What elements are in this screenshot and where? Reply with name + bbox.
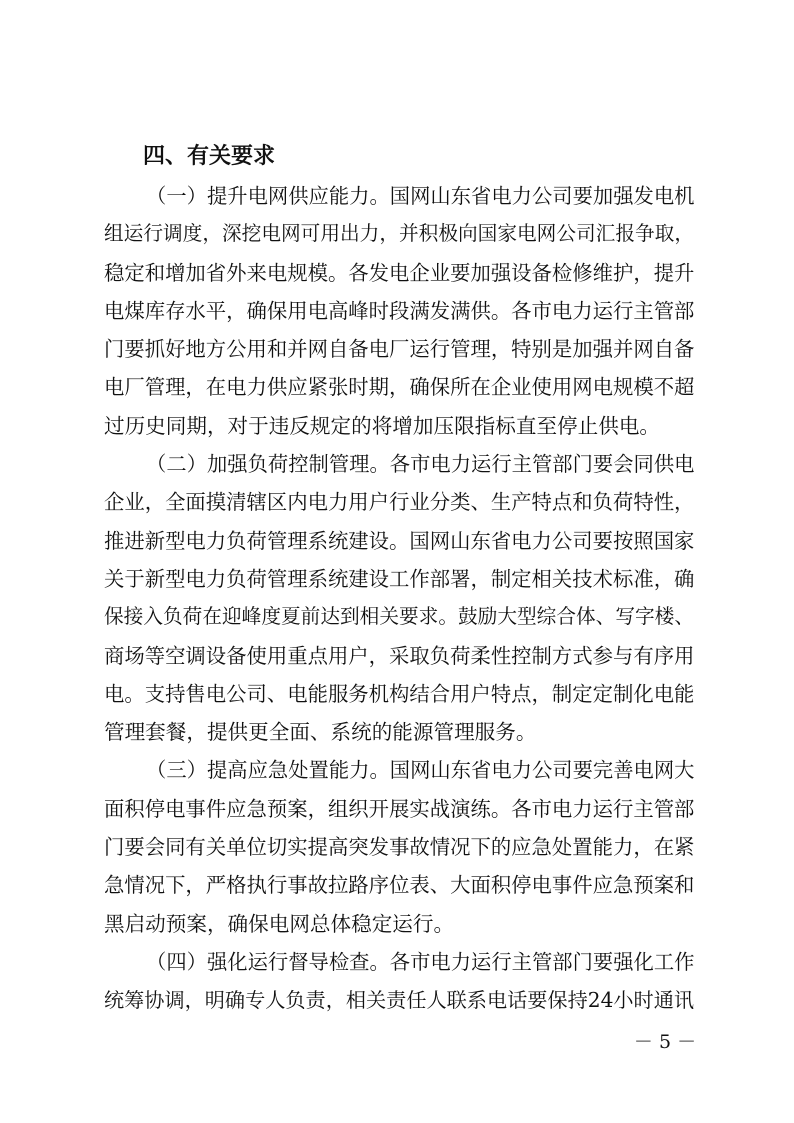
paragraph-first-line: （四）强化运行督导检查。各市电力运行主管部门要强化工作 [146,949,695,974]
paragraph-line: 统筹协调，明确专人负责，相关责任人联系电话要保持24小时通讯 [104,988,695,1013]
paragraph-line: 商场等空调设备使用重点用户，采取负荷柔性控制方式参与有序用 [104,643,695,668]
paragraph-line: 管理套餐，提供更全面、系统的能源管理服务。 [104,720,537,745]
body-text [104,177,694,1020]
paragraph-line: 组运行调度，深挖电网可用出力，并积极向国家电网公司汇报争取， [104,222,694,246]
paragraph-line: 电厂管理，在电力供应紧张时期，确保所在企业使用网电规模不超 [104,375,695,400]
paragraph-line: 黑启动预案，确保电网总体稳定运行。 [104,911,455,936]
paragraph-line: 面积停电事件应急预案，组织开展实战演练。各市电力运行主管部 [104,796,695,821]
paragraph-line: 过历史同期，对于违反规定的将增加压限指标直至停止供电。 [104,413,661,438]
paragraph-line: 门要抓好地方公用和并网自备电厂运行管理，特别是加强并网自备 [104,337,695,362]
paragraph-first-line: （一）提升电网供应能力。国网山东省电力公司要加强发电机 [146,184,695,208]
paragraph-line: 门要会同有关单位切实提高突发事故情况下的应急处置能力，在紧 [104,835,695,860]
paragraph-line: 电煤库存水平，确保用电高峰时段满发满供。各市电力运行主管部 [104,298,695,323]
paragraph-line: 推进新型电力负荷管理系统建设。国网山东省电力公司要按照国家 [104,528,695,553]
page-number: － 5 － [633,1031,697,1053]
paragraph-line: 急情况下，严格执行事故拉路序位表、大面积停电事件应急预案和 [104,873,695,898]
paragraph-line: 保接入负荷在迎峰度夏前达到相关要求。鼓励大型综合体、写字楼、 [104,605,694,629]
paragraph-first-line: （三）提高应急处置能力。国网山东省电力公司要完善电网大 [146,758,695,783]
paragraph-line: 稳定和增加省外来电规模。各发电企业要加强设备检修维护，提升 [104,260,695,285]
paragraph-line: 企业，全面摸清辖区内电力用户行业分类、生产特点和负荷特性， [104,490,695,515]
paragraph-first-line: （二）加强负荷控制管理。各市电力运行主管部门要会同供电 [146,452,695,477]
section-heading: 四、有关要求 [143,144,276,169]
paragraph-line: 电。支持售电公司、电能服务机构结合用户特点，制定定制化电能 [104,681,695,706]
paragraph-line: 关于新型电力负荷管理系统建设工作部署，制定相关技术标准，确 [104,566,695,591]
